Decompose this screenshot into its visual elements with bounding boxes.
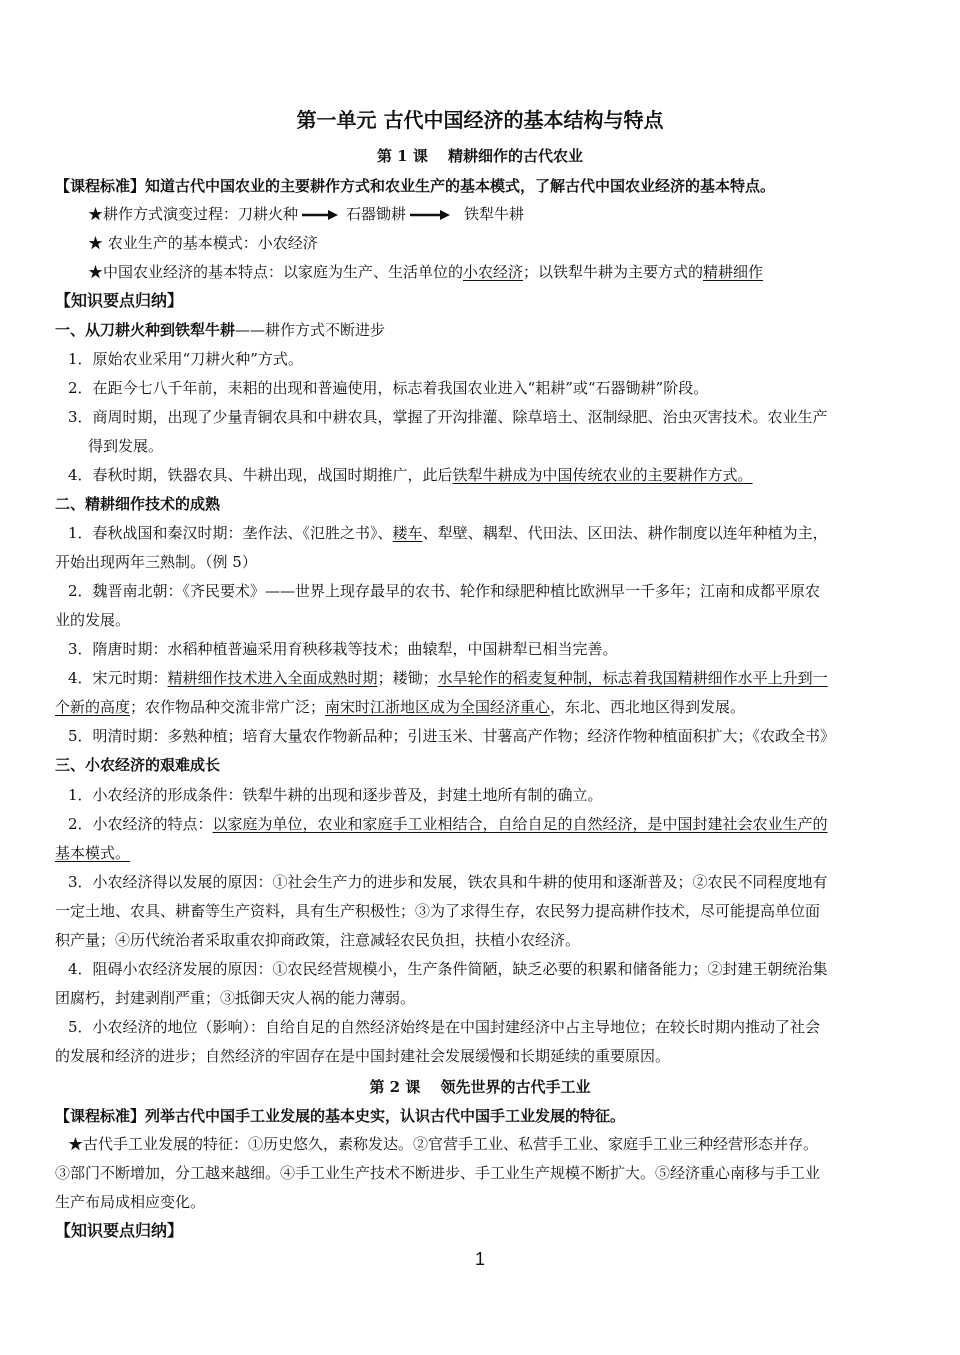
- course-standard-text: 知道古代中国农业的主要耕作方式和农业生产的基本模式，了解古代中国农业经济的基本特点。: [145, 177, 776, 195]
- evolution-step-1: 刀耕火种: [238, 205, 299, 223]
- arrow-right-icon: [302, 209, 338, 221]
- section-3-item-5: 5．小农经济的地位（影响）：自给自足的自然经济始终是在中国封建经济中占主导地位；在较长时期内推动了社会: [68, 1018, 821, 1036]
- course-standard-text: 列举古代中国手工业发展的基本史实，认识古代中国手工业发展的特征。: [145, 1107, 626, 1125]
- section-3-item-4: 4．阻碍小农经济发展的原因：①农民经营规模小，生产条件简陋，缺乏必要的积累和储备能力；②封建王朝统治集: [68, 960, 828, 978]
- item-underlined: 铁犁牛耕成为中国传统农业的主要耕作方式。: [452, 466, 753, 484]
- section-1-title: 一、从刀耕火种到铁犁牛耕: [55, 321, 236, 339]
- lesson-2-heading: 第 2 课 领先世界的古代手工业: [369, 1078, 591, 1096]
- basic-features-line: [88, 262, 763, 282]
- item-underlined: 水旱轮作的稻麦复种制，标志着我国精耕细作水平上升到一: [437, 669, 828, 687]
- section-2-item-1-cont: 开始出现两年三熟制。（例 5）: [55, 553, 257, 571]
- item-text: 、犁壁、耦犁、代田法、区田法、耕作制度以连年种植为主，: [422, 524, 828, 542]
- features-text: ；以铁犁牛耕为主要方式的: [523, 263, 704, 281]
- section-3-item-2-cont: [55, 843, 130, 863]
- section-3-item-1: 1．小农经济的形成条件：铁犁牛耕的出现和逐步普及，封建土地所有制的确立。: [68, 786, 603, 804]
- farming-evolution-line: [88, 204, 524, 224]
- handicraft-features-cont: ③部门不断增加，分工越来越细。④手工业生产技术不断进步、手工业生产规模不断扩大。⑤经济重心南移与手工业: [55, 1164, 821, 1182]
- item-text: ，东北、西北地区得到发展。: [550, 698, 746, 716]
- section-2-item-3: 3．隋唐时期：水稻种植普遍采用育秧移栽等技术；曲辕犁，中国耕犁已相当完善。: [68, 640, 618, 658]
- features-underlined: 精耕细作: [703, 263, 764, 281]
- knowledge-summary-heading: 【知识要点归纳】: [55, 291, 184, 310]
- lesson-1-heading: 第 1 课 精耕细作的古代农业: [376, 147, 584, 165]
- arrow-right-icon: [410, 209, 450, 221]
- section-1-subtitle: ——耕作方式不断进步: [235, 321, 386, 339]
- section-2-item-4: [68, 668, 828, 688]
- course-standard-1: [55, 176, 775, 196]
- section-1-item-2: 2．在距今七八千年前，耒耜的出现和普遍使用，标志着我国农业进入“耜耕”或“石器锄耕”阶段。: [68, 379, 709, 397]
- section-1-item-1: 1．原始农业采用“刀耕火种”方式。: [68, 350, 303, 368]
- section-2-item-4-cont: [55, 697, 745, 717]
- features-underlined: 小农经济: [463, 263, 524, 281]
- section-1-item-3: 3．商周时期，出现了少量青铜农具和中耕农具，掌握了开沟排灌、除草培土、沤制绿肥、治虫灭害技术。农业生产: [68, 408, 828, 426]
- section-3-item-2: [68, 814, 828, 834]
- section-1-item-3-cont: 得到发展。: [88, 437, 164, 455]
- item-text: ；耧锄；: [377, 669, 438, 687]
- evolution-label: ★耕作方式演变过程：: [88, 205, 239, 223]
- handicraft-features-cont: 生产布局成相应变化。: [55, 1193, 206, 1211]
- item-underlined: 个新的高度: [55, 698, 131, 716]
- section-2-heading: 二、精耕细作技术的成熟: [55, 495, 221, 513]
- course-standard-2: [55, 1106, 625, 1126]
- page-title: 第一单元 古代中国经济的基本结构与特点: [296, 108, 664, 132]
- course-standard-label: 【课程标准】: [55, 177, 146, 195]
- section-3-item-3-cont: 一定土地、农具、耕畜等生产资料，具有生产积极性；③为了求得生存，农民努力提高耕作技术，尽可能提高单位面: [55, 902, 821, 920]
- features-text: ★中国农业经济的基本特点：以家庭为生产、生活单位的: [88, 263, 464, 281]
- item-text: 1．春秋战国和秦汉时期：垄作法、《氾胜之书》、: [68, 524, 393, 542]
- basic-mode-line: ★ 农业生产的基本模式：小农经济: [88, 234, 318, 252]
- section-2-item-2: 2．魏晋南北朝：《齐民要术》——世界上现存最早的农书、轮作和绿肥种植比欧洲早一千多年；江南和成都平原农: [68, 582, 821, 600]
- page-number: 1: [474, 1249, 485, 1269]
- section-3-item-3-cont: 积产量；④历代统治者采取重农抑商政策，注意减轻农民负担，扶植小农经济。: [55, 931, 581, 949]
- item-text: 2．小农经济的特点：: [68, 815, 213, 833]
- evolution-step-2: 石器锄耕: [346, 205, 407, 223]
- knowledge-summary-heading-2: 【知识要点归纳】: [55, 1221, 184, 1240]
- evolution-step-3: 铁犁牛耕: [464, 205, 525, 223]
- item-text: 4．宋元时期：: [68, 669, 168, 687]
- section-3-heading: 三、小农经济的艰难成长: [55, 756, 221, 774]
- section-3-item-4-cont: 团腐朽，封建剥削严重；③抵御天灾人祸的能力薄弱。: [55, 989, 416, 1007]
- section-2-item-2-cont: 业的发展。: [55, 611, 131, 629]
- item-underlined: 南宋时江浙地区成为全国经济重心: [325, 698, 551, 716]
- handicraft-features: ★古代手工业发展的特征：①历史悠久，素称发达。②官营手工业、私营手工业、家庭手工业三种经营形态并存。: [68, 1135, 819, 1153]
- item-underlined: 基本模式。: [55, 844, 131, 862]
- item-underlined: 以家庭为单位，农业和家庭手工业相结合，自给自足的自然经济，是中国封建社会农业生产的: [212, 815, 828, 833]
- item-text: 4．春秋时期，铁器农具、牛耕出现，战国时期推广，此后: [68, 466, 453, 484]
- section-3-item-3: 3．小农经济得以发展的原因：①社会生产力的进步和发展，铁农具和牛耕的使用和逐渐普及；②农民不同程度地有: [68, 873, 828, 891]
- item-text: ；农作物品种交流非常广泛；: [130, 698, 326, 716]
- course-standard-label: 【课程标准】: [55, 1107, 146, 1125]
- item-underlined: 耧车: [392, 524, 423, 542]
- item-underlined: 精耕细作技术进入全面成熟时期: [167, 669, 378, 687]
- section-1-heading: [55, 320, 385, 340]
- section-2-item-1: [68, 523, 828, 543]
- section-2-item-5: 5．明清时期：多熟种植；培育大量农作物新品种；引进玉米、甘薯高产作物；经济作物种植面积扩大；《农政全书》: [68, 727, 836, 745]
- section-1-item-4: [68, 465, 753, 485]
- section-3-item-5-cont: 的发展和经济的进步；自然经济的牢固存在是中国封建社会发展缓慢和长期延续的重要原因。: [55, 1047, 671, 1065]
